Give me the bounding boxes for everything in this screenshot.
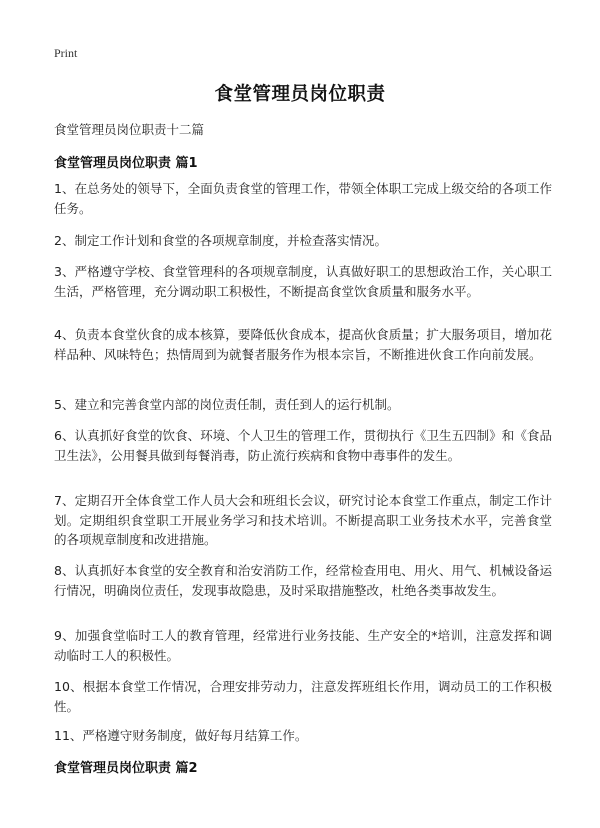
- document-title: 食堂管理员岗位职责: [214, 84, 386, 105]
- duty-item: 8、认真抓好本食堂的安全教育和治安消防工作，经常检查用电、用火、用气、机械设备运行情况，明确岗位责任，发现事故隐患，及时采取措施整改，杜绝各类事故发生。: [54, 563, 552, 598]
- duty-item: 6、认真抓好食堂的饮食、环境、个人卫生的管理工作，贯彻执行《卫生五四制》和《食品卫生法》，公用餐具做到每餐消毒，防止流行疾病和食物中毒事件的发生。: [54, 428, 552, 463]
- duty-item: 3、严格遵守学校、食堂管理科的各项规章制度，认真做好职工的思想政治工作，关心职工生活，严格管理，充分调动职工积极性，不断提高食堂饮食质量和服务水平。: [54, 264, 552, 299]
- document-subtitle: 食堂管理员岗位职责十二篇: [54, 122, 205, 137]
- section-heading: 食堂管理员岗位职责 篇2: [54, 761, 198, 776]
- duty-item: 1、在总务处的领导下，全面负责食堂的管理工作，带领全体职工完成上级交给的各项工作任务。: [54, 181, 552, 216]
- print-link[interactable]: Print: [54, 46, 78, 60]
- duty-item: 10、根据本食堂工作情况，合理安排劳动力，注意发挥班组长作用，调动员工的工作积极性。: [54, 679, 552, 714]
- section-heading: 食堂管理员岗位职责 篇1: [54, 156, 198, 171]
- duty-item: 9、加强食堂临时工人的教育管理，经常进行业务技能、生产安全的*培训，注意发挥和调动临时工人的积极性。: [54, 628, 552, 663]
- duty-item: 7、定期召开全体食堂工作人员大会和班组长会议，研究讨论本食堂工作重点，制定工作计划。定期组织食堂职工开展业务学习和技术培训。不断提高职工业务技术水平，完善食堂的各项规章制度和改进措施。: [54, 493, 552, 547]
- duty-item: 11、严格遵守财务制度，做好每月结算工作。: [54, 728, 308, 743]
- duty-item: 5、建立和完善食堂内部的岗位责任制，责任到人的运行机制。: [54, 397, 400, 412]
- duty-item: 2、制定工作计划和食堂的各项规章制度，并检查落实情况。: [54, 233, 387, 248]
- duty-item: 4、负责本食堂伙食的成本核算，要降低伙食成本，提高伙食质量；扩大服务项目，增加花样品种、风味特色；热情周到为就餐者服务作为根本宗旨，不断推进伙食工作向前发展。: [54, 327, 552, 362]
